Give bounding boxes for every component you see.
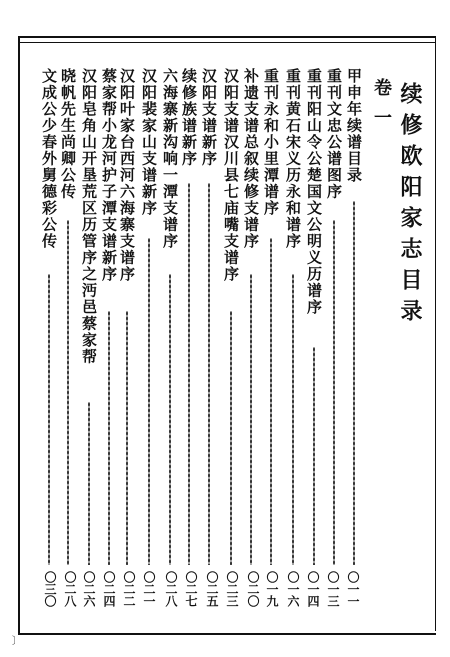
toc-page-number: 〇一四: [306, 571, 320, 607]
toc-leader-dots: [313, 347, 315, 565]
frame-right-rule: [435, 36, 436, 631]
toc-page-number: 〇二七: [184, 571, 198, 607]
document-title: 续修欧阳家志目录: [397, 82, 423, 330]
frame-top-rule: [18, 36, 436, 43]
toc-entry-title: 汉阳支谱汉川县七庙嘴支谱序: [222, 68, 240, 283]
toc-entry-title: 重刊永和小里潭谱序: [262, 68, 280, 217]
toc-leader-dots: [108, 311, 110, 565]
toc-leader-dots: [270, 238, 272, 565]
toc-entry-title: 晓帆先生尚卿公传: [59, 68, 77, 200]
toc-entry-title: 重刊文忠公谱图序: [325, 68, 343, 200]
toc-page-number: 〇二四: [102, 571, 116, 607]
toc-leader-dots: [88, 402, 90, 565]
toc-entry-title: 汉阳叶家台西河六海寨支谱序: [118, 68, 136, 283]
frame-left-rule: [18, 36, 20, 635]
toc-entry-title: 甲申年续谱目录: [345, 68, 363, 184]
toc-entry-title: 蔡家帮小龙河护子潭支谱新序: [100, 68, 118, 283]
toc-page-number: 〇二六: [82, 571, 96, 607]
toc-leader-dots: [126, 311, 128, 565]
toc-entry-title: 六海寨新沟响一潭支谱序: [161, 68, 179, 250]
corner-mark: 〕: [12, 636, 22, 647]
toc-leader-dots: [333, 220, 335, 565]
toc-page-number: 〇二八: [63, 571, 77, 607]
toc-leader-dots: [169, 274, 171, 565]
toc-entry-title: 汉阳裴家山支谱新序: [140, 68, 158, 217]
toc-page-number: 〇一三: [326, 571, 340, 607]
toc-page-number: 〇一一: [346, 571, 360, 607]
volume-heading: 卷一: [371, 78, 392, 138]
toc-entry-title: 重刊阳山令公楚国文公明义历谱序: [305, 68, 323, 316]
toc-leader-dots: [353, 201, 355, 565]
toc-entry-title: 续修族谱新序: [180, 68, 198, 167]
toc-leader-dots: [148, 238, 150, 565]
toc-entry-title: 补遗支谱总叙续修支谱序: [242, 68, 260, 250]
toc-entry-title: 汉阳皂角山开垦荒区历管序之沔邑蔡家帮: [80, 68, 98, 365]
toc-page-number: 〇一九: [265, 571, 279, 607]
toc-entry-title: 汉阳支谱新序: [200, 68, 218, 167]
toc-leader-dots: [188, 183, 190, 565]
toc-entry-title: 文成公少春外舅德彩公传: [40, 68, 58, 250]
toc-leader-dots: [67, 220, 69, 565]
toc-page-number: 〇二一: [142, 571, 156, 607]
toc-entry-title: 重刊黄石宋义历永和谱序: [284, 68, 302, 250]
toc-page-number: 〇二三: [225, 571, 239, 607]
toc-page-number: 〇二二: [122, 571, 136, 607]
toc-page-number: 〇二八: [164, 571, 178, 607]
toc-leader-dots: [208, 183, 210, 565]
toc-leader-dots: [48, 274, 50, 565]
toc-page-number: 〇二〇: [246, 571, 260, 607]
toc-page-number: 〇三〇: [43, 571, 57, 607]
toc-leader-dots: [292, 274, 294, 565]
toc-leader-dots: [250, 274, 252, 565]
toc-leader-dots: [230, 311, 232, 565]
frame-bottom-rule: [18, 633, 436, 635]
toc-page-number: 〇二五: [205, 571, 219, 607]
toc-page-number: 〇一六: [286, 571, 300, 607]
